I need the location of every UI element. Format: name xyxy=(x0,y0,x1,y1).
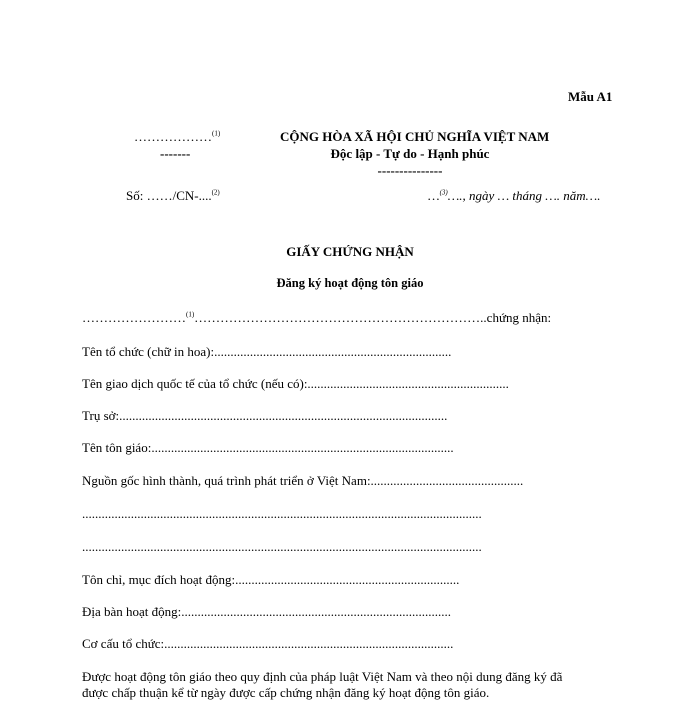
field-continuation-line: ........................................................................................................................... xyxy=(82,506,482,521)
issuer-divider: ------- xyxy=(160,146,191,161)
issuer-footnote: (1) xyxy=(212,129,221,138)
field-international-name: Tên giao dịch quốc tế của tổ chức (nếu có):.............................................................. xyxy=(82,376,509,391)
field-structure: Cơ cấu tổ chức:......................................................................................... xyxy=(82,636,454,651)
field-area: Địa bàn hoạt động:................................................................................... xyxy=(82,604,452,619)
document-number-text: Số: ……/CN-.... xyxy=(126,188,212,203)
document-date-footnote: (3) xyxy=(439,188,448,197)
document-date-text: …., ngày … tháng …. năm…. xyxy=(447,188,601,203)
certify-dots-right: ………………………………………………………….. xyxy=(194,310,487,325)
nation-divider: --------------- xyxy=(377,163,443,178)
document-number xyxy=(126,188,220,204)
document-number-footnote: (2) xyxy=(211,188,220,197)
nation-motto: Độc lập - Tự do - Hạnh phúc xyxy=(330,146,490,161)
document-date xyxy=(428,188,601,204)
certify-dots-left: …………………… xyxy=(82,310,186,325)
certify-label: chứng nhận: xyxy=(486,310,552,325)
field-organization-name: Tên tổ chức (chữ in hoa):......................................................................... xyxy=(82,344,452,359)
form-code: Mẫu A1 xyxy=(568,89,613,104)
document-date-prefix: … xyxy=(428,188,440,203)
field-religion-name: Tên tôn giáo:............................................................................................. xyxy=(82,440,454,455)
nation-name: CỘNG HÒA XÃ HỘI CHỦ NGHĨA VIỆT NAM xyxy=(280,129,550,144)
page-title: GIẤY CHỨNG NHẬN xyxy=(286,244,414,259)
field-headquarters: Trụ sở:..................................................................................................... xyxy=(82,408,448,423)
field-purpose: Tôn chỉ, mục đích hoạt động:..................................................................... xyxy=(82,572,460,587)
field-origin-history: Nguồn gốc hình thành, quá trình phát triển ở Việt Nam:............................................... xyxy=(82,473,524,488)
certify-footnote: (1) xyxy=(186,310,195,319)
field-continuation-line: ........................................................................................................................... xyxy=(82,539,482,554)
issuer-dots: ……………… xyxy=(134,129,212,144)
page-subtitle: Đăng ký hoạt động tôn giáo xyxy=(276,276,424,290)
certify-line xyxy=(82,310,551,326)
issuer-name xyxy=(134,129,220,145)
closing-paragraph-line-1: Được hoạt động tôn giáo theo quy định của pháp luật Việt Nam và theo nội dung đăng ký đã xyxy=(82,669,563,684)
closing-paragraph-line-2: được chấp thuận kể từ ngày được cấp chứng nhận đăng ký hoạt động tôn giáo. xyxy=(82,685,490,700)
